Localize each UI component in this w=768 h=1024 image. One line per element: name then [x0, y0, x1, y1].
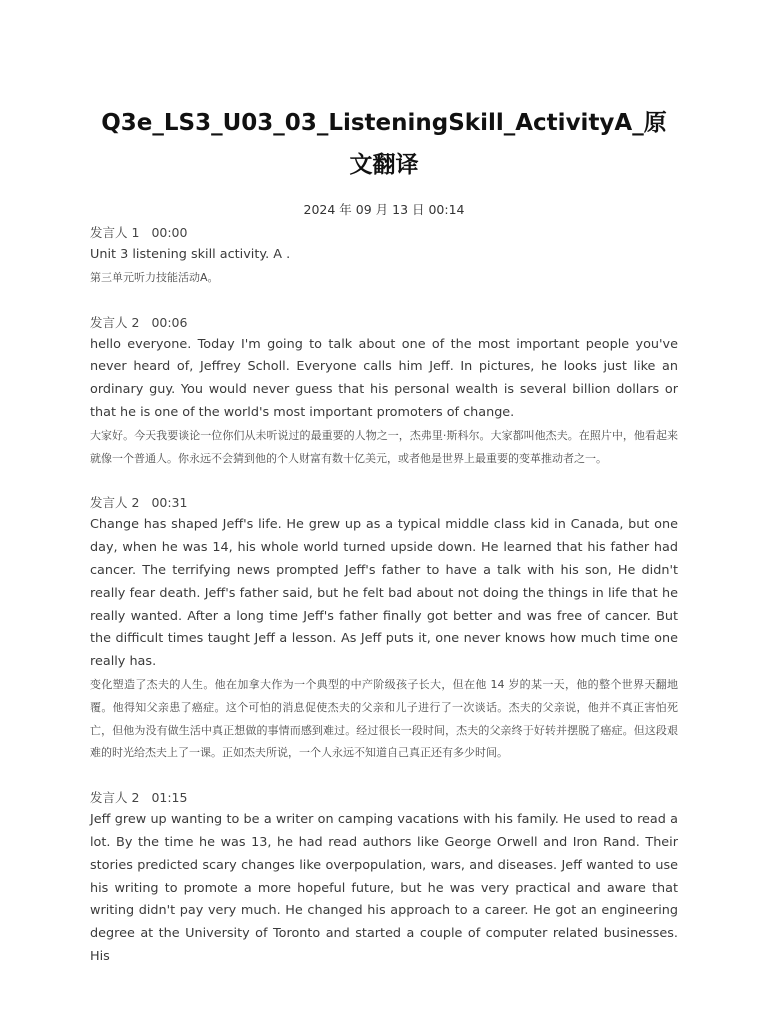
- segment-header: [90, 312, 678, 334]
- english-transcript: hello everyone. Today I'm going to talk about one of the most important people you've never heard of, Jeffrey Scholl. Everyone calls him Jeff. In pictures, he looks just like an ordinary guy. You would never guess that his personal wealth is several billion dollars or that he is one of the world's most important promoters of change.: [90, 336, 678, 420]
- speaker-label: 发言人 2: [90, 495, 140, 511]
- timestamp: 00:06: [151, 314, 188, 330]
- chinese-translation: 变化塑造了杰夫的人生。他在加拿大作为一个典型的中产阶级孩子长大，但在他 14 岁的某一天，他的整个世界天翻地覆。他得知父亲患了癌症。这个可怕的消息促使杰夫的父亲和儿子进行了一次谈话。杰夫的父亲说，他并不真正害怕死亡，但他为没有做生活中真正想做的事情而感到难过。经过很长一段时间，杰夫的父亲终于好转并摆脱了癌症。但这段艰难的时光给杰夫上了一课。正如杰夫所说，一个人永远不知道自己真正还有多少时间。: [90, 677, 678, 760]
- chinese-translation: 大家好。今天我要谈论一位你们从未听说过的最重要的人物之一，杰弗里·斯科尔。大家都叫他杰夫。在照片中，他看起来就像一个普通人。你永远不会猜到他的个人财富有数十亿美元，或者他是世界上最重要的变革推动者之一。: [90, 428, 678, 465]
- timestamp: 00:00: [151, 225, 188, 240]
- chinese-translation: 第三单元听力技能活动A。: [90, 270, 219, 284]
- english-transcript: Unit 3 listening skill activity. A .: [90, 247, 291, 262]
- document-datetime: 2024 年 09 月 13 日 00:14: [303, 202, 465, 217]
- timestamp: 01:15: [151, 790, 188, 806]
- transcript-segment: [90, 787, 678, 969]
- transcript-segment: [90, 492, 678, 765]
- english-transcript: Change has shaped Jeff's life. He grew up as a typical middle class kid in Canada, but one day, when he was 14, his whole world turned upside down. He learned that his father had cancer. The terrifying news prompted Jeff's father to have a talk with his son, He didn't really fear death. Jeff's father said, but he felt bad about not doing the things in life that he really wanted. After a long time Jeff's father finally got better and was free of cancer. But the difficult times taught Jeff a lesson. As Jeff puts it, one never knows how much time one really has.: [90, 517, 678, 670]
- document-title: Q3e_LS3_U03_03_ListeningSkill_ActivityA_原文翻译: [101, 110, 667, 178]
- transcript-segment: [90, 222, 678, 290]
- speaker-label: 发言人 1: [90, 225, 140, 240]
- english-transcript: Jeff grew up wanting to be a writer on camping vacations with his family. He used to read a lot. By the time he was 13, he had read authors like George Orwell and Iron Rand. Their stories predicted scary changes like overpopulation, wars, and diseases. Jeff wanted to use his writing to promote a more hopeful future, but he was very practical and aware that writing didn't pay very much. He changed his approach to a career. He got an engineering degree at the University of Toronto and started a couple of computer related businesses. His: [90, 812, 678, 964]
- speaker-label: 发言人 2: [90, 314, 140, 330]
- transcript-segment: [90, 312, 678, 471]
- document-page: [0, 102, 768, 1024]
- segment-header: [90, 492, 678, 514]
- segment-header: [90, 222, 678, 244]
- timestamp: 00:31: [151, 495, 188, 511]
- segment-header: [90, 787, 678, 809]
- speaker-label: 发言人 2: [90, 790, 140, 806]
